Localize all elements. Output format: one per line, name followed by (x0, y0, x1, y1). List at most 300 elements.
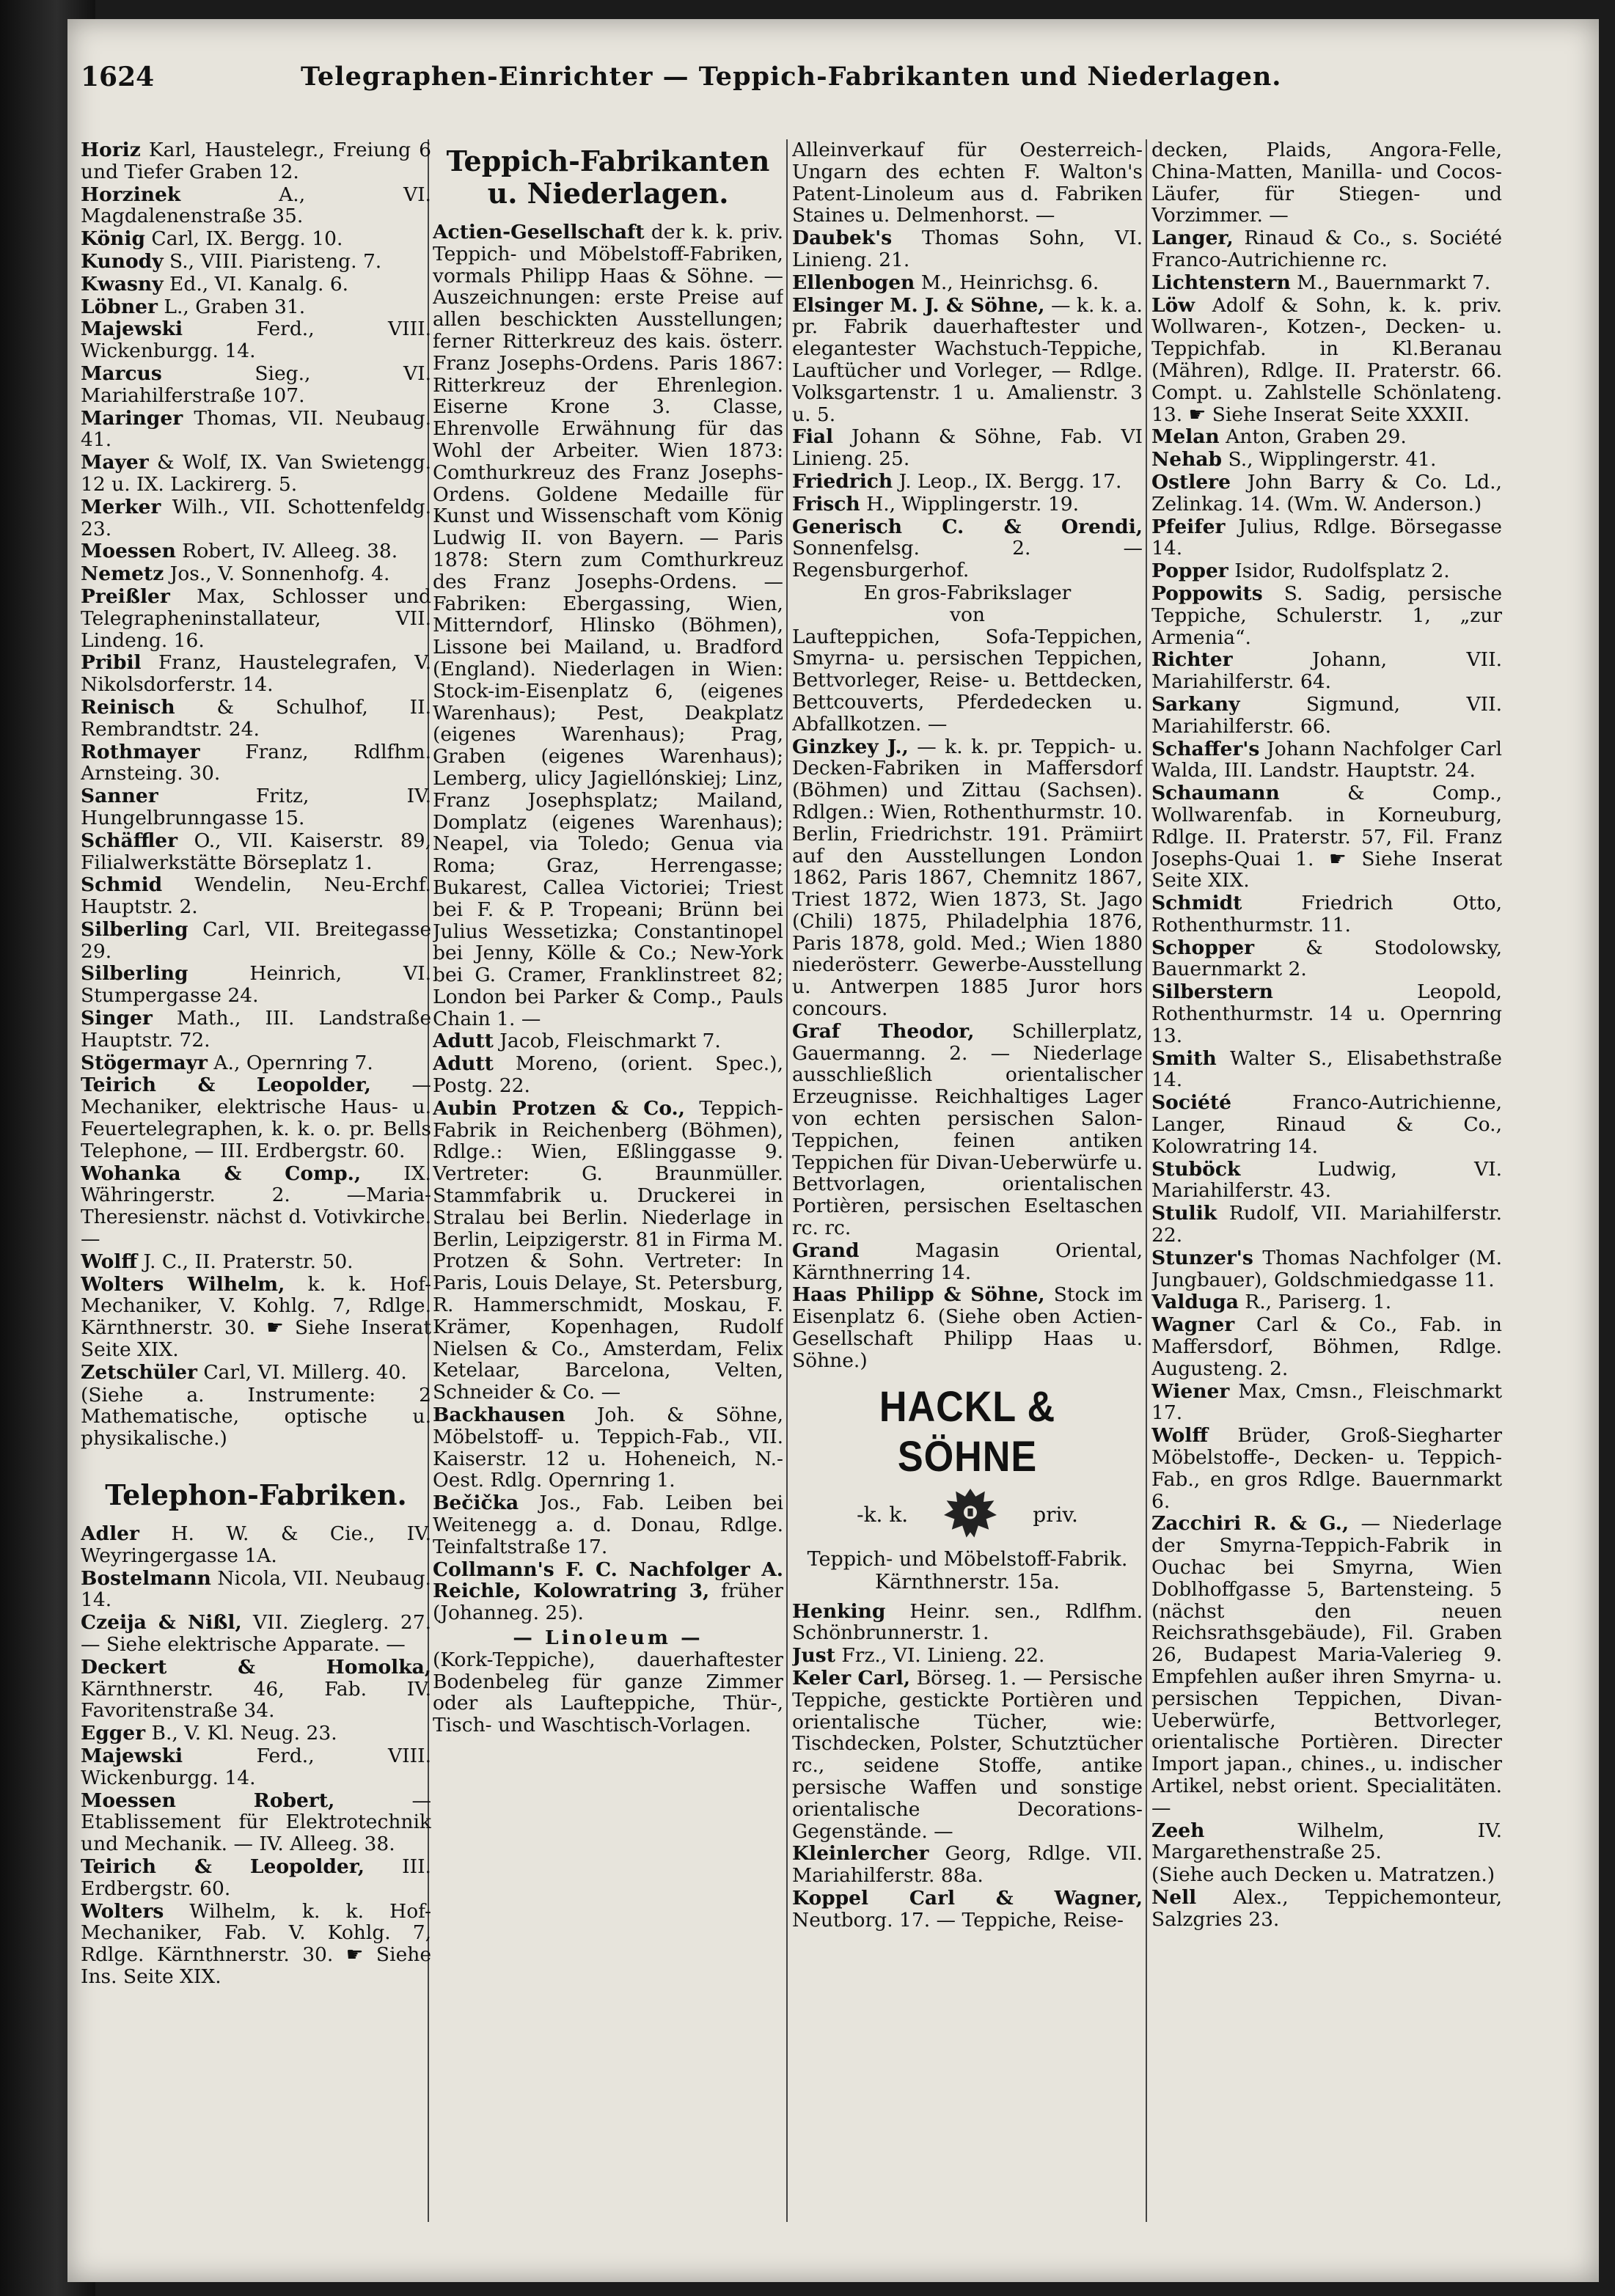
directory-entry (792, 295, 1143, 426)
directory-entry (1151, 272, 1502, 294)
entry-details: Heinr. sen., Rdlfhm. Schönbrunnerstr. 1. (792, 1599, 1143, 1645)
entry-name: Wiener (1151, 1379, 1230, 1403)
entry-name: Schaumann (1151, 782, 1280, 805)
entry-details: L., Graben 31. (157, 295, 306, 318)
entry-details: (Siehe a. Instrumente: 2 Mathematische, optische u. physikalische.) (81, 1383, 431, 1450)
entry-name: Wolff (1151, 1424, 1209, 1448)
entry-name: Teirich & Leopolder, (81, 1855, 365, 1878)
directory-entry (1151, 227, 1502, 271)
entry-name: Sanner (81, 785, 158, 808)
entry-details: Fritz, IV. Hungelbrunngasse 15. (81, 785, 431, 829)
entry-name: Poppowits (1151, 582, 1263, 605)
entry-name: Nemetz (81, 562, 164, 586)
linoleum-text: (Kork-Teppiche), dauerhaftester Bodenbeleg für ganze Zimmer oder als Laufteppiche, Thür-, Tisch- und Waschtisch-Vorlagen. (433, 1648, 783, 1737)
entry-details: Karl, Haustelegr., Freiung 6 und Tiefer Graben 12. (81, 139, 431, 183)
entry-name: Kunody (81, 249, 164, 273)
directory-entry (81, 1362, 431, 1384)
directory-entry (433, 1030, 783, 1052)
directory-entry (81, 1901, 431, 1988)
directory-entry (81, 874, 431, 918)
directory-entry (1151, 1314, 1502, 1379)
engros-text: Laufteppichen, Sofa-Teppichen, Smyrna- u. persischen Teppichen, Bettvorleger, Reise- u. Bettdecken, Bettcouverts, Pferdedecken u. Abfallkotzen. — (792, 625, 1143, 736)
entry-name: Valduga (1151, 1291, 1239, 1314)
directory-entry (792, 1843, 1143, 1887)
entry-name: Preißler (81, 584, 170, 608)
entry-details: — k. k. pr. Teppich- u. Decken-Fabriken in Maffersdorf (Böhmen) und Zittau (Sachsen). Rdlgen.: Wien, Rothenthurmstr. 10. Berlin, Friedrichstr. 191. Prämiirt auf den Ausstellungen London 1862, Paris 1867, Chemnitz 1867, Triest 1872, Wien 1873, St. Jago (Chili) 1875, Philadelphia 1876, Paris 1878, gold. Med.; Wien 1880 niederösterr. Gewerbe-Ausstellung u. Antwerpen 1885 Juror hors concours. (792, 735, 1143, 1021)
entry-details: III. Erdbergstr. 60. (81, 1855, 431, 1900)
directory-entry (1151, 1048, 1502, 1092)
double-eagle-icon (937, 1482, 1003, 1548)
entry-name: Deckert & Homolka, (81, 1655, 431, 1679)
entry-name: Adutt (433, 1052, 494, 1076)
entry-name: Just (792, 1644, 835, 1668)
directory-entry (81, 1723, 431, 1745)
entry-details: k. k. Hof-Mechaniker, V. Kohlg. 7, Rdlge. Kärnthnerstr. 30. ☛ Siehe Inserat Seite XIX. (81, 1272, 431, 1362)
ad-kk-label: -k. k. (857, 1502, 909, 1527)
directory-entry (1151, 1425, 1502, 1512)
entry-details: John Barry & Co. Ld., Zelinkag. 14. (Wm. W. Anderson.) (1151, 470, 1502, 516)
entry-name: Majewski (81, 318, 183, 341)
directory-entry (792, 471, 1143, 493)
entry-list-col4 (1151, 139, 1502, 1931)
entry-name: Aubin Protzen & Co., (433, 1096, 686, 1120)
directory-entry (81, 586, 431, 651)
entry-details: Walter S., Elisabethstraße 14. (1151, 1046, 1502, 1092)
directory-entry (1151, 560, 1502, 582)
entry-name: Adler (81, 1522, 139, 1546)
entry-name: Moessen (81, 540, 176, 563)
entry-details: — Etablissement für Elektrotechnik und Mechanik. — IV. Alleeg. 38. (81, 1789, 431, 1856)
entry-name: Sarkany (1151, 692, 1240, 716)
entry-details: Magasin Oriental, Kärnthnerring 14. (792, 1239, 1143, 1284)
entry-details: Sieg., VI. Mariahilferstraße 107. (81, 362, 431, 407)
entry-details: S. Sadig, persische Teppiche, Schulerstr. 1, „zur Armenia“. (1151, 582, 1502, 649)
entry-details: decken, Plaids, Angora-Felle, China-Matten, Manilla- und Cocos-Läufer, für Stiegen- und Vorzimmer. — (1151, 139, 1502, 227)
entry-details: Neutborg. 17. — Teppiche, Reise- (792, 1908, 1124, 1932)
entry-name: König (81, 227, 145, 251)
directory-entry (1151, 892, 1502, 936)
directory-entry (81, 1612, 431, 1656)
directory-entry (1151, 738, 1502, 782)
entry-details: Max, Schlosser und Telegrapheninstallateur, VII. Lindeng. 16. (81, 584, 431, 652)
entry-details: Sonnenfelsg. 2. — Regensburgerhof. (792, 537, 1143, 582)
entry-details: Johann Nachfolger Carl Walda, III. Landstr. Hauptstr. 24. (1151, 737, 1502, 782)
directory-entry (81, 363, 431, 407)
directory-entry (1151, 694, 1502, 738)
entry-details: Carl, VI. Millerg. 40. (197, 1360, 407, 1384)
entry-details: — k. k. a. pr. Fabrik dauerhaftester und elegantester Wachstuch-Teppiche, Lauftücher und Vorleger, — Rdlge. Volksgartenstr. 1 u. Amalienstr. 3 u. 5. (792, 293, 1143, 426)
entry-details: Franco-Autrichienne, Langer, Rinaud & Co., Kolowratring 14. (1151, 1091, 1502, 1158)
entry-name: Wohanka & Comp., (81, 1162, 362, 1185)
entry-details: Thomas Nachfolger (M. Jungbauer), Goldschmiedgasse 11. (1151, 1246, 1502, 1291)
entry-name: Nell (1151, 1885, 1197, 1909)
entry-details: Nicola, VII. Neubaug. 14. (81, 1566, 431, 1612)
entry-details: VII. Zieglerg. 27. — Siehe elektrische Apparate. — (81, 1611, 431, 1656)
entry-details: Kärnthnerstr. 46, Fab. IV. Favoritenstraße 34. (81, 1677, 431, 1723)
directory-entry (1151, 1864, 1502, 1886)
directory-entry (792, 494, 1143, 516)
entry-name: Stögermayr (81, 1051, 208, 1074)
directory-entry (792, 272, 1143, 294)
column-rule (1146, 139, 1147, 2222)
directory-entry (81, 1163, 431, 1250)
entry-name: Singer (81, 1007, 153, 1030)
linoleum-heading: — Linoleum — (513, 1626, 703, 1649)
directory-entry (81, 919, 431, 963)
ad-firm-name: HACKL & SÖHNE (879, 1382, 1056, 1481)
entry-name: Zacchiri R. & G., (1151, 1512, 1350, 1536)
entry-name: Silberstern (1151, 980, 1273, 1004)
entry-details: B., V. Kl. Neug. 23. (145, 1722, 337, 1745)
directory-entry (792, 227, 1143, 271)
directory-entry (1151, 583, 1502, 648)
directory-entry (433, 1098, 783, 1404)
directory-entry (1151, 1159, 1502, 1203)
entry-details: Schillerplatz, Gauermanng. 2. — Niederlage ausschließlich orientalischer Erzeugnisse. Reichhaltiges Lager von echten persischen Salon-Teppichen, feinen antiken Teppichen für Divan-Ueberwürfe u. Bettvorlagen, orientalischen Portièren, persischen Eseltaschen rc. rc. (792, 1019, 1143, 1240)
entry-name: Schopper (1151, 936, 1255, 959)
directory-entry (81, 1274, 431, 1361)
entry-name: Smith (1151, 1046, 1217, 1070)
entry-details: Wilhelm, IV. Margarethenstraße 25. (1151, 1819, 1502, 1864)
entry-details: Anton, Graben 29. (1219, 425, 1407, 449)
entry-name: Henking (792, 1599, 886, 1623)
entry-details: — Niederlage der Smyrna-Teppich-Fabrik in Ouchac bei Smyrna, Wien Doblhoffgasse 5, Bartensteing. 5 (nächst den neuen Reichsrathsgebäude), Fil. Graben 26, Budapest Maria-Valerieg 9. Empfehlen außer ihren Smyrna- u. persischen Teppichen, Divan-Ueberwürfe, Bettvorleger, orientalische Portièren. Directer Import japan., chines., u. indischer Artikel, nebst orient. Specialitäten. — (1151, 1512, 1502, 1819)
entry-name: Silberling (81, 917, 188, 941)
entry-details: Heinrich, VI. Stumpergasse 24. (81, 962, 431, 1008)
entry-name: Reinisch (81, 695, 175, 719)
entry-list-col3 (792, 139, 1143, 582)
entry-details: Wilhelm, k. k. Hof-Mechaniker, Fab. V. Kohlg. 7, Rdlge. Kärnthnerstr. 30. ☛ Siehe Ins. Seite XIX. (81, 1899, 431, 1988)
entry-details: J. Leop., IX. Bergg. 17. (893, 469, 1122, 493)
directory-entry (1151, 1513, 1502, 1819)
entry-name: Stunzer's (1151, 1246, 1253, 1269)
entry-details: Robert, IV. Alleeg. 38. (175, 540, 398, 563)
entry-name: Ginzkey J., (792, 735, 909, 758)
entry-name: Schaffer's (1151, 737, 1260, 760)
entry-name: Schäffler (81, 829, 178, 852)
directory-entry (1151, 426, 1502, 448)
directory-entry (792, 736, 1143, 1020)
directory-entry (81, 139, 431, 183)
directory-entry (81, 1856, 431, 1900)
entry-details: IX. Währingerstr. 2. —Maria-Theresienstr. nächst d. Votivkirche.— (81, 1162, 431, 1251)
entry-name: Silberling (81, 962, 188, 986)
entry-details: Friedrich Otto, Rothenthurmstr. 11. (1151, 892, 1502, 936)
directory-entry (81, 408, 431, 452)
entry-details: Sigmund, VII. Mariahilferstr. 66. (1151, 692, 1502, 738)
entry-details: Ferd., VIII. Wickenburgg. 14. (81, 1744, 431, 1789)
directory-entry (1151, 295, 1502, 426)
entry-name: Löbner (81, 295, 158, 318)
entry-details: — Mechaniker, elektrische Haus- u. Feuertelegraphen, k. k. o. pr. Bells Telephone, — III. Erdbergstr. 60. (81, 1074, 431, 1162)
entry-name: Schmid (81, 873, 163, 897)
entry-name: Popper (1151, 560, 1228, 583)
entry-details: S., Wipplingerstr. 41. (1222, 448, 1437, 472)
entry-name: Melan (1151, 425, 1220, 449)
entry-details: Wilh., VII. Schottenfeldg. 23. (81, 495, 431, 540)
column-4 (1151, 139, 1502, 2222)
entry-details: Johann, VII. Mariahilferstr. 64. (1151, 648, 1502, 694)
column-1 (81, 139, 431, 2222)
directory-entry (81, 452, 431, 496)
entry-details: O., VII. Kaiserstr. 89, Filialwerkstätte Börseplatz 1. (81, 829, 431, 874)
entry-details: Georg, Rdlge. VII. Mariahilferstr. 88a. (792, 1842, 1143, 1888)
entry-details: R., Pariserg. 1. (1238, 1291, 1392, 1314)
directory-entry (81, 1052, 431, 1074)
entry-details: A., Opernring 7. (207, 1051, 373, 1074)
entry-name: Adutt (433, 1030, 494, 1053)
entry-details: Carl, IX. Bergg. 10. (145, 227, 343, 251)
entry-details: Rudolf, VII. Mariahilferstr. 22. (1151, 1202, 1502, 1247)
entry-list-telephone (81, 1523, 431, 1988)
entry-name: Richter (1151, 648, 1233, 672)
directory-entry (81, 1790, 431, 1855)
entry-name: Daubek's (792, 227, 893, 250)
column-rule (786, 139, 788, 2222)
entry-name: Société (1151, 1091, 1231, 1115)
entry-name: Zeeh (1151, 1819, 1205, 1842)
directory-entry (1151, 937, 1502, 981)
page-header (81, 62, 1518, 106)
entry-details: Leopold, Rothenthurmstr. 14 u. Opernring 13. (1151, 980, 1502, 1047)
entry-name: Moessen Robert, (81, 1789, 335, 1812)
entry-list-col3b (792, 736, 1143, 1372)
directory-entry (433, 1559, 783, 1624)
entry-name: Graf Theodor, (792, 1019, 975, 1043)
entry-name: Backhausen (433, 1404, 565, 1427)
directory-entry (81, 741, 431, 785)
entry-name: Rothmayer (81, 740, 200, 763)
entry-name: Löw (1151, 293, 1195, 317)
entry-details: Teppich-Fabrik in Reichenberg (Böhmen), Rdlge.: Wien, Eßlinggasse 9. Vertreter: G. Braunmüller. Stammfabrik u. Druckerei in Stralau bei Berlin. Niederlage in Berlin, Leipzigerstr. 81 in Firma M. Protzen & Sohn. Vertreter: In Paris, Louis Delaye, St. Petersburg, R. Hammerschmidt, Moskau, F. Krämer, Kopenhagen, Rudolf Nielsen & Co., Amsterdam, Felix Ketelaar, Barcelona, Velten, Schneider & Co. — (433, 1096, 783, 1404)
directory-entry (81, 318, 431, 362)
running-title: Telegraphen-Einrichter — Teppich-Fabrikanten und Niederlagen. (301, 62, 1282, 92)
entry-name: Czeija & Nißl, (81, 1611, 242, 1635)
entry-details: Adolf & Sohn, k. k. priv. Wollwaren-, Kotzen-, Decken- u. Teppichfab. in Kl.Beranau (Mähren), Rdlge. II. Praterstr. 66. Compt. u. Zahlstelle Schönlateng. 13. ☛ Siehe Inserat Seite XXXII. (1151, 293, 1502, 426)
entry-name: Fial (792, 425, 834, 449)
entry-details: M., Bauernmarkt 7. (1290, 271, 1491, 294)
entry-details: Börseg. 1. — Persische Teppiche, gestickte Portièren und orientalische Tücher, wie: Tischdecken, Polster, Schutztücher rc., seidene Stoffe, antike persische Waffen und sonstige orientalische Decorations-Gegenstände. — (792, 1667, 1143, 1843)
entry-details: Julius, Rdlge. Börsegasse 14. (1151, 515, 1502, 560)
directory-entry (81, 1745, 431, 1789)
entry-details: Ferd., VIII. Wickenburgg. 14. (81, 318, 431, 363)
entry-details: M., Heinrichsg. 6. (915, 271, 1099, 294)
directory-entry (81, 1251, 431, 1273)
entry-details: Isidor, Rudolfsplatz 2. (1228, 560, 1450, 583)
directory-entry (792, 426, 1143, 470)
engros-von: von (950, 603, 985, 626)
directory-entry (792, 1645, 1143, 1667)
entry-details: S., VIII. Piaristeng. 7. (163, 249, 382, 273)
directory-entry (81, 251, 431, 273)
entry-name: Wolters (81, 1899, 164, 1923)
ad-line-1: Teppich- und Möbelstoff-Fabrik. (807, 1547, 1128, 1571)
entry-details: H. W. & Cie., IV. Weyringergasse 1A. (81, 1522, 431, 1567)
entry-name: Koppel Carl & Wagner, (792, 1886, 1143, 1910)
entry-name: Stuböck (1151, 1157, 1241, 1181)
entry-name: Kleinlercher (792, 1842, 929, 1866)
ad-priv-label: priv. (1033, 1502, 1078, 1527)
entry-name: Horiz (81, 139, 141, 161)
directory-entry (81, 652, 431, 696)
entry-details: Thomas, VII. Neubaug. 41. (81, 406, 431, 452)
directory-entry (81, 1657, 431, 1722)
entry-name: Teirich & Leopolder, (81, 1074, 371, 1097)
entry-name: Ellenbogen (792, 271, 915, 294)
directory-entry (81, 540, 431, 562)
directory-entry (81, 563, 431, 585)
ad-emblem-row (792, 1482, 1143, 1548)
entry-list-telegraph (81, 139, 431, 1450)
directory-entry (1151, 782, 1502, 892)
directory-entry (81, 228, 431, 250)
entry-name: Generisch C. & Orendi, (792, 515, 1143, 538)
entry-name: Maringer (81, 406, 183, 430)
directory-entry (81, 830, 431, 874)
entry-name: Lichtenstern (1151, 271, 1291, 294)
entry-name: Stulik (1151, 1202, 1217, 1225)
entry-details: & Schulhof, II. Rembrandtstr. 24. (81, 695, 431, 741)
directory-entry (81, 1008, 431, 1052)
directory-entry (1151, 472, 1502, 516)
entry-details: Math., III. Landstraße Hauptstr. 72. (81, 1007, 431, 1052)
directory-entry (792, 516, 1143, 582)
directory-entry (1151, 1247, 1502, 1291)
directory-entry (1151, 1381, 1502, 1425)
directory-entry (1151, 1203, 1502, 1247)
entry-details: Rinaud & Co., s. Société Franco-Autrichienne rc. (1151, 227, 1502, 271)
engros-title: En gros-Fabrikslager (863, 581, 1072, 604)
directory-entry (81, 1384, 431, 1450)
entry-name: Nehab (1151, 448, 1223, 472)
directory-entry (1151, 1092, 1502, 1157)
entry-name: Merker (81, 495, 161, 518)
directory-entry (433, 1492, 783, 1558)
entry-details: J. C., II. Praterstr. 50. (137, 1250, 354, 1273)
entry-name: Wolff (81, 1250, 138, 1273)
directory-entry (1151, 981, 1502, 1046)
directory-entry (433, 221, 783, 1030)
directory-entry (792, 1021, 1143, 1239)
section-heading-telephone: Telephon-Fabriken. (105, 1478, 407, 1512)
directory-entry (1151, 449, 1502, 471)
directory-entry (792, 1240, 1143, 1284)
entry-name: Majewski (81, 1744, 183, 1767)
entry-details: Ed., VI. Kanalg. 6. (163, 272, 349, 296)
entry-name: Horzinek (81, 183, 181, 206)
directory-entry (1151, 1820, 1502, 1864)
entry-name: Ostlere (1151, 470, 1231, 494)
entry-name: Wagner (1151, 1313, 1235, 1337)
directory-entry (1151, 1291, 1502, 1313)
entry-details: Franz, Rdlfhm. Arnsteing. 30. (81, 740, 431, 785)
directory-entry (81, 496, 431, 540)
entry-details: Thomas Sohn, VI. Linieng. 21. (792, 227, 1143, 271)
entry-name: Bostelmann (81, 1566, 211, 1590)
entry-list-col3c (792, 1601, 1143, 1932)
directory-entry (792, 139, 1143, 227)
column-2 (433, 139, 783, 2222)
entry-details: Jacob, Fleischmarkt 7. (493, 1030, 721, 1053)
entry-details: Moreno, (orient. Spec.), Postg. 22. (433, 1052, 783, 1098)
entry-details: Johann & Söhne, Fab. VI Linieng. 25. (792, 425, 1143, 471)
directory-entry (433, 1404, 783, 1492)
entry-name: Egger (81, 1722, 146, 1745)
entry-name: Keler Carl, (792, 1667, 911, 1690)
entry-name: Bečička (433, 1492, 519, 1515)
entry-details: H., Wipplingerstr. 19. (860, 492, 1080, 516)
directory-entry (792, 1284, 1143, 1371)
directory-entry (81, 1523, 431, 1567)
entry-details: A., VI. Magdalenenstraße 35. (81, 183, 431, 228)
entry-name: Marcus (81, 362, 162, 385)
directory-entry (81, 963, 431, 1007)
entry-details: & Comp., Wollwarenfab. in Korneuburg, Rdlge. II. Praterstr. 57, Fil. Franz Josephs-Quai 1. ☛ Siehe Inserat Seite XIX. (1151, 782, 1502, 892)
directory-entry (792, 1668, 1143, 1842)
entry-details: Stock im Eisenplatz 6. (Siehe oben Actien-Gesellschaft Philipp Haas u. Söhne.) (792, 1283, 1143, 1372)
directory-entry (81, 785, 431, 829)
entry-details: Joh. & Söhne, Möbelstoff- u. Teppich-Fab., VII. Kaiserstr. 12 u. Hoheneich, N.-Oest. Rdlg. Opernring 1. (433, 1404, 783, 1492)
entry-name: Langer, (1151, 227, 1234, 250)
entry-details: Ludwig, VI. Mariahilferstr. 43. (1151, 1157, 1502, 1203)
entry-name: Pfeifer (1151, 515, 1226, 538)
column-3 (792, 139, 1143, 2222)
entry-details: früher (Johanneg. 25). (433, 1580, 783, 1625)
entry-details: Carl, VII. Breitegasse 29. (81, 917, 431, 963)
entry-name: Grand (792, 1239, 860, 1262)
entry-name: Mayer (81, 451, 149, 474)
entry-details: Carl & Co., Fab. in Maffersdorf, Böhmen, Rdlge. Augusteng. 2. (1151, 1313, 1502, 1380)
entry-name: Haas Philipp & Söhne, (792, 1283, 1045, 1307)
ad-line-2: Kärnthnerstr. 15a. (875, 1570, 1060, 1593)
directory-entry (1151, 139, 1502, 227)
entry-name: Schmidt (1151, 892, 1242, 915)
entry-name: Wolters Wilhelm, (81, 1272, 285, 1296)
directory-entry (81, 1568, 431, 1612)
entry-name: Elsinger M. J. & Söhne, (792, 293, 1045, 317)
entry-details: Franz, Haustelegrafen, V. Nikolsdorferstr. 14. (81, 651, 431, 697)
entry-details: & Stodolowsky, Bauernmarkt 2. (1151, 936, 1502, 981)
directory-entry (81, 184, 431, 228)
directory-entry (1151, 1887, 1502, 1931)
directory-entry (1151, 516, 1502, 560)
entry-list-carpets (433, 221, 783, 1624)
directory-entry (792, 1888, 1143, 1932)
directory-entry (81, 274, 431, 296)
entry-name: Pribil (81, 651, 142, 675)
entry-details: & Wolf, IX. Van Swietengg. 12 u. IX. Lackirerg. 5. (81, 451, 431, 496)
entry-details: Jos., V. Sonnenhofg. 4. (164, 562, 390, 586)
entry-details: der k. k. priv. Teppich- und Möbelstoff-Fabriken, vormals Philipp Haas & Söhne. — Auszeichnungen: erste Preise auf allen beschickten Ausstellungen; ferner Ritterkreuz des kais. österr. Franz Josephs-Ordens. Paris 1867: Ritterkreuz der Ehrenlegion. Eiserne Krone 3. Classe, Ehrenvolle Erwähnung für das Wohl der Arbeiter. Wien 1873: Comthurkreuz des Franz Josephs-Ordens. Goldene Medaille für Kunst und Wissenschaft vom König Ludwig II. von Bayern. — Paris 1878: Stern zum Comthurkreuz des Franz Josephs-Ordens. — Fabriken: Ebergassing, Wien, Mitterndorf, Hlinsko (Böhmen), Lissone bei Mailand, u. Bradford (England). Niederlagen in Wien: Stock-im-Eisenplatz 6, (eigenes Warenhaus); Pest, Deakplatz (eigenes Warenhaus); Prag, Graben (eigenes Warenhaus); Lemberg, ulicy Jagiellónskiej; Linz, Franz Josephsplatz; Mailand, Domplatz (eigenes Warenhaus); Neapel, via Toledo; Genua via Roma; Graz, Herrengasse; Bukarest, Callea Victoriei; Triest bei F. & P. Tropeani; Brünn bei Julius Wessetizka; Constantinopel bei Jenny, Kölle & Co.; New-York bei G. Cramer, Franklinstreet 82; London bei Parker & Comp., Pauls Chain 1. — (433, 221, 783, 1030)
directory-entry (792, 1601, 1143, 1645)
page-number: 1624 (81, 62, 155, 92)
entry-details: Alex., Teppichemonteur, Salzgries 23. (1151, 1885, 1502, 1931)
directory-entry (433, 1053, 783, 1097)
entry-details: Alleinverkauf für Oesterreich-Ungarn des echten F. Walton's Patent-Linoleum aus d. Fabriken Staines u. Delmenhorst. — (792, 139, 1143, 227)
entry-name: Kwasny (81, 272, 164, 296)
entry-details: Max, Cmsn., Fleischmarkt 17. (1151, 1379, 1502, 1425)
entry-details: Jos., Fab. Leiben bei Weitenegg a. d. Donau, Rdlge. Teinfaltstraße 17. (433, 1492, 783, 1558)
entry-details: Wendelin, Neu-Erchf. Hauptstr. 2. (81, 873, 431, 919)
directory-entry (1151, 649, 1502, 693)
entry-name: Actien-Gesellschaft (433, 221, 645, 243)
hackl-advertisement (792, 1382, 1143, 1593)
entry-name: Zetschüler (81, 1360, 197, 1384)
section-heading-carpets: Teppich-Fabrikanten u. Niederlagen. (446, 144, 770, 210)
entry-details: (Siehe auch Decken u. Matratzen.) (1151, 1863, 1495, 1887)
entry-name: Friedrich (792, 469, 893, 493)
directory-entry (81, 1074, 431, 1162)
